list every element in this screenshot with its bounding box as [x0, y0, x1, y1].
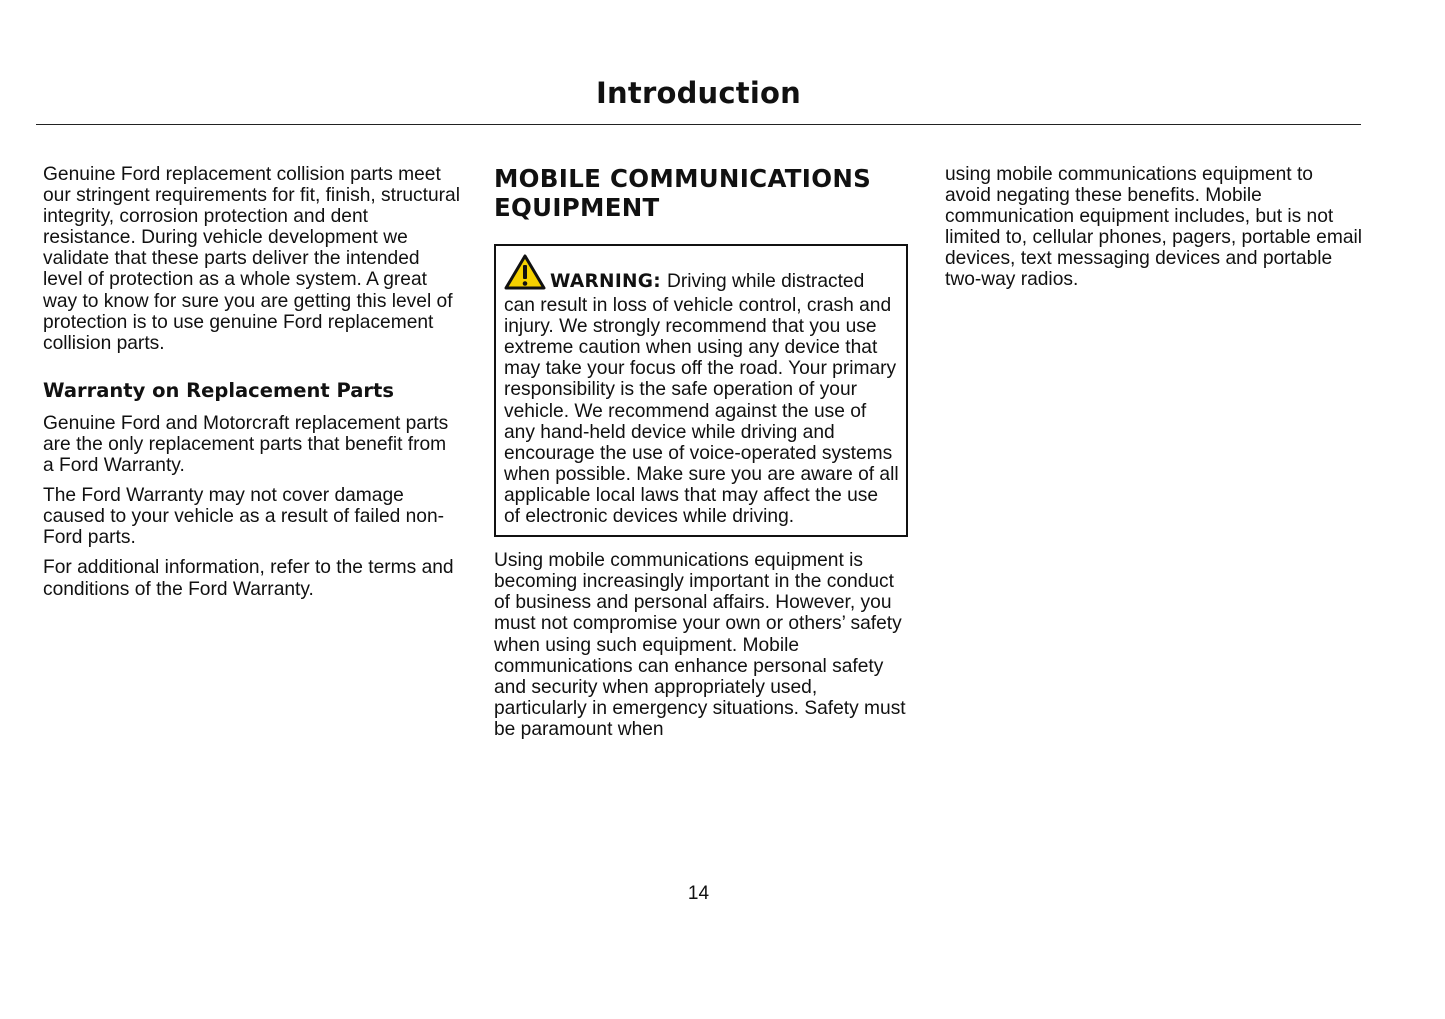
warranty-paragraph: For additional information, refer to the terms and conditions of the Ford Warranty.: [43, 557, 454, 600]
warning-text: Driving while distracted can result in loss of vehicle control, crash and injury. We strongly recommend that you use extreme caution when using any device that may take your focus off the road. Your primary responsibility is the safe operation of your vehicle. We recommend against the use of any hand-held device while driving and encourage the use of voice-operated systems when possible. Make sure you are aware of all applicable local laws that may affect the use of electronic devices while driving.: [504, 271, 899, 528]
title-divider: [36, 124, 1361, 125]
warranty-heading: Warranty on Replacement Parts: [43, 378, 394, 402]
right-column: [945, 164, 1363, 300]
warranty-paragraph: The Ford Warranty may not cover damage caused to your vehicle as a result of failed non-Ford parts.: [43, 485, 445, 549]
warning-label: WARNING:: [550, 271, 661, 292]
body-paragraph: Using mobile communications equipment is becoming increasingly important in the conduct of business and personal affairs. However, you must not compromise your own or others’ safety when using such equipment. Mobile communications can enhance personal safety and security when appropriately used, particularly in emergency situations. Safety must be paramount when: [494, 550, 906, 740]
middle-column: [494, 164, 908, 749]
page-title: Introduction: [596, 76, 801, 110]
warranty-paragraph: Genuine Ford and Motorcraft replacement parts are the only replacement parts that benefit from a Ford Warranty.: [43, 412, 449, 477]
left-column: [43, 164, 461, 609]
page-number: 14: [687, 883, 710, 904]
warning-triangle-icon: [504, 254, 546, 295]
section-heading: MOBILE COMMUNICATIONS EQUIPMENT: [494, 164, 872, 222]
warning-box: [494, 244, 908, 537]
continued-paragraph: using mobile communications equipment to avoid negating these benefits. Mobile communication equipment includes, but is not limited to, cellular phones, pagers, portable email devices, text messaging devices and portable two-way radios.: [945, 164, 1363, 291]
intro-paragraph: Genuine Ford replacement collision parts meet our stringent requirements for fit, finish, structural integrity, corrosion protection and dent resistance. During vehicle development we validate that these parts deliver the intended level of protection as a whole system. A great way to know for sure you are getting this level of protection is to use genuine Ford replacement collision parts.: [43, 164, 460, 354]
